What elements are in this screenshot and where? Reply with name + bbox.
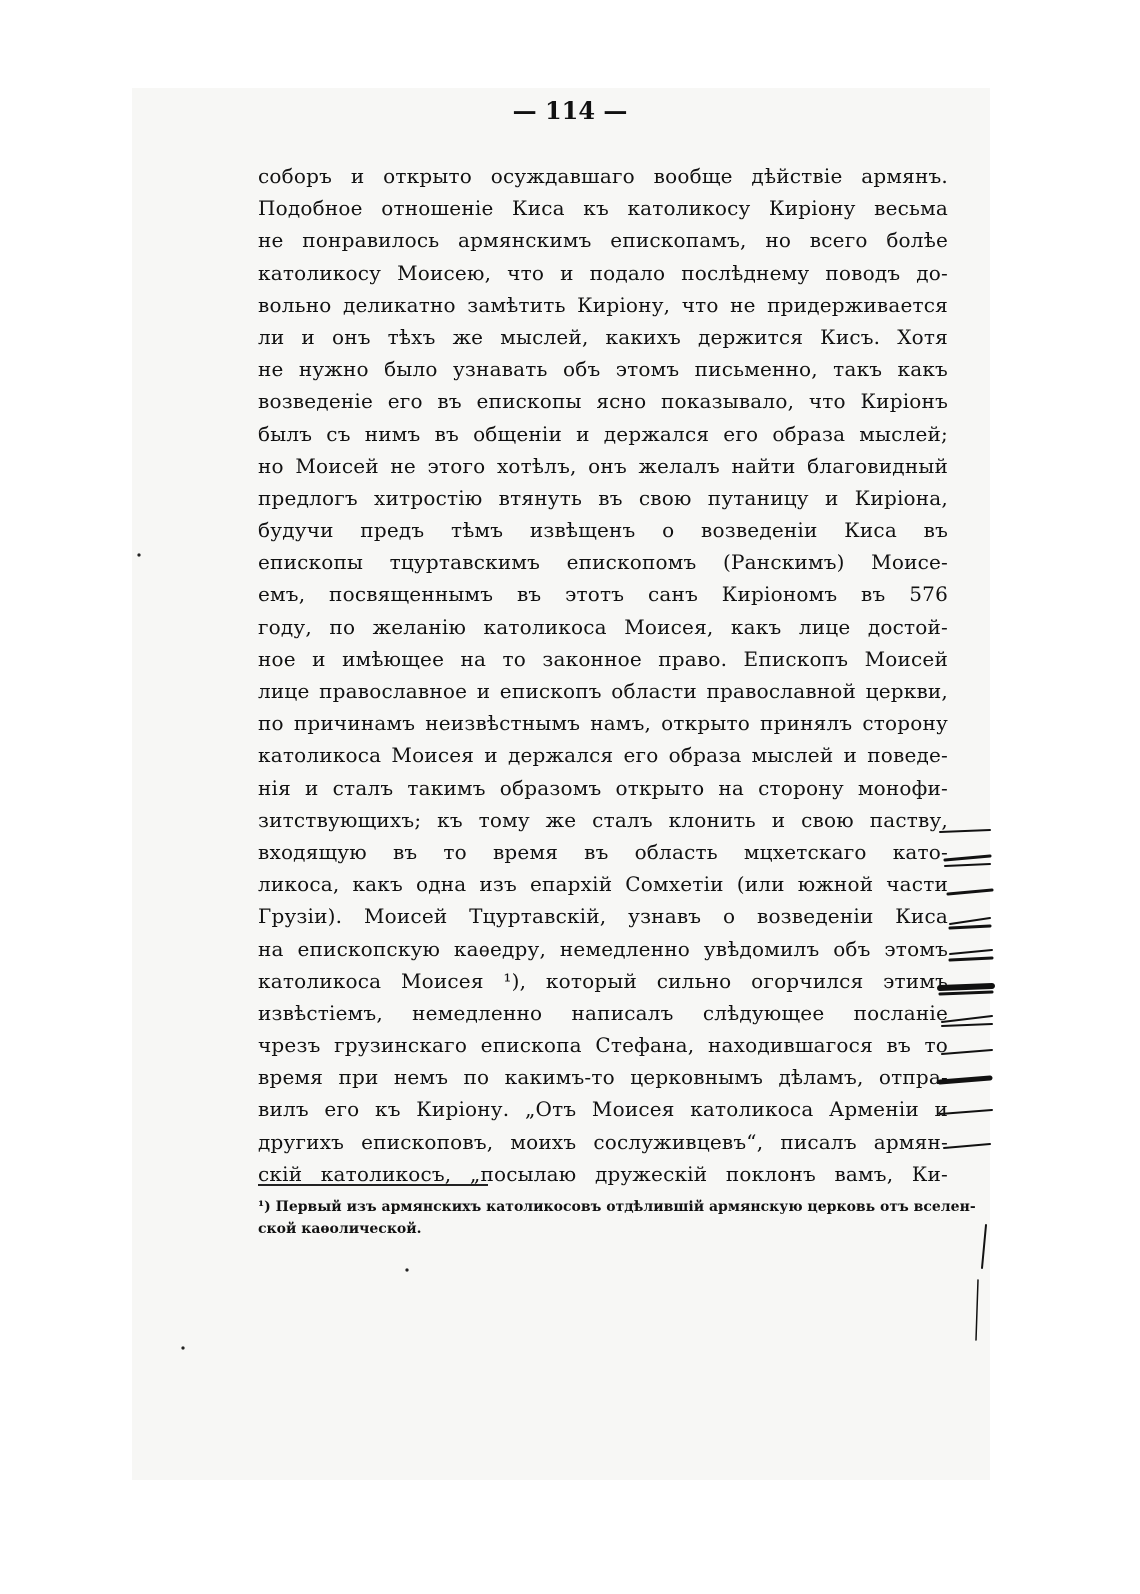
text-line: ли и онъ тѣхъ же мыслей, какихъ держится Кисъ. Хотя bbox=[258, 324, 948, 349]
text-line: былъ съ нимъ въ общеніи и держался его образа мыслей; bbox=[258, 421, 948, 446]
text-line: лице православное и епископъ области православной церкви, bbox=[258, 679, 948, 703]
text-line: нія и сталъ такимъ образомъ открыто на сторону монофи- bbox=[258, 775, 948, 800]
text-line: Грузіи). Моисей Тцуртавскій, узнавъ о возведеніи Киса bbox=[258, 904, 948, 929]
text-line: не нужно было узнавать объ этомъ письменно, такъ какъ bbox=[258, 357, 948, 382]
text-line: по причинамъ неизвѣстнымъ намъ, открыто принялъ сторону bbox=[258, 711, 948, 736]
footnote-line: ¹) Первый изъ армянскихъ католикосовъ отдѣлившій армянскую церковь отъ вселен- bbox=[258, 1199, 976, 1215]
text-line: но Моисей не этого хотѣлъ, онъ желалъ найти благовидный bbox=[258, 453, 948, 478]
text-line: скій католикосъ, „посылаю дружескій поклонъ вамъ, Ки- bbox=[258, 1161, 948, 1186]
text-line: католикоса Моисея ¹), который сильно огорчился этимъ bbox=[258, 968, 948, 993]
text-line: другихъ епископовъ, моихъ сослуживцевъ“, писалъ армян- bbox=[258, 1129, 948, 1154]
text-line: соборъ и открыто осуждавшаго вообще дѣйствіе армянъ. bbox=[258, 164, 948, 188]
page-number: — 114 — bbox=[512, 96, 628, 125]
text-line: епископы тцуртавскимъ епископомъ (Ранскимъ) Моисе- bbox=[258, 550, 948, 575]
body-text bbox=[258, 160, 948, 1190]
text-line: Подобное отношеніе Киса къ католикосу Киріону весьма bbox=[258, 196, 948, 221]
text-line: не понравилось армянскимъ епископамъ, но всего болѣе bbox=[258, 228, 948, 253]
text-line: емъ, посвященнымъ въ этотъ санъ Киріономъ въ 576 bbox=[258, 582, 948, 607]
footnote-line: ской каѳолической. bbox=[258, 1221, 422, 1237]
text-line: извѣстіемъ, немедленно написалъ слѣдующее посланіе bbox=[258, 1000, 948, 1025]
text-line: католикосу Моисею, что и подало послѣднему поводъ до- bbox=[258, 260, 948, 285]
text-line: чрезъ грузинскаго епископа Стефана, находившагося въ то bbox=[258, 1033, 948, 1058]
text-line: католикоса Моисея и держался его образа мыслей и поведе- bbox=[258, 743, 948, 768]
text-line: вилъ его къ Киріону. „Отъ Моисея католикоса Арменіи и bbox=[258, 1097, 948, 1122]
text-line: зитствующихъ; къ тому же сталъ клонить и свою паству, bbox=[258, 807, 948, 832]
text-line: предлогъ хитростію втянуть въ свою путаницу и Киріона, bbox=[258, 485, 948, 510]
text-line: на епископскую каѳедру, немедленно увѣдомилъ объ этомъ bbox=[258, 936, 948, 961]
text-line: ликоса, какъ одна изъ епархій Сомхетіи (или южной части bbox=[258, 872, 948, 897]
text-line: возведеніе его въ епископы ясно показывало, что Киріонъ bbox=[258, 389, 948, 414]
text-line: вольно деликатно замѣтить Киріону, что не придерживается bbox=[258, 292, 948, 317]
text-line: входящую въ то время въ область мцхетскаго като- bbox=[258, 839, 948, 864]
text-line: будучи предъ тѣмъ извѣщенъ о возведеніи Киса въ bbox=[258, 518, 948, 543]
text-line: ное и имѣющее на то законное право. Епископъ Моисей bbox=[258, 646, 948, 671]
text-line: время при немъ по какимъ-то церковнымъ дѣламъ, отпра- bbox=[258, 1065, 948, 1090]
text-line: году, по желанію католикоса Моисея, какъ лице достой- bbox=[258, 614, 948, 639]
footnote-rule bbox=[258, 1184, 488, 1186]
footnote bbox=[258, 1196, 976, 1240]
